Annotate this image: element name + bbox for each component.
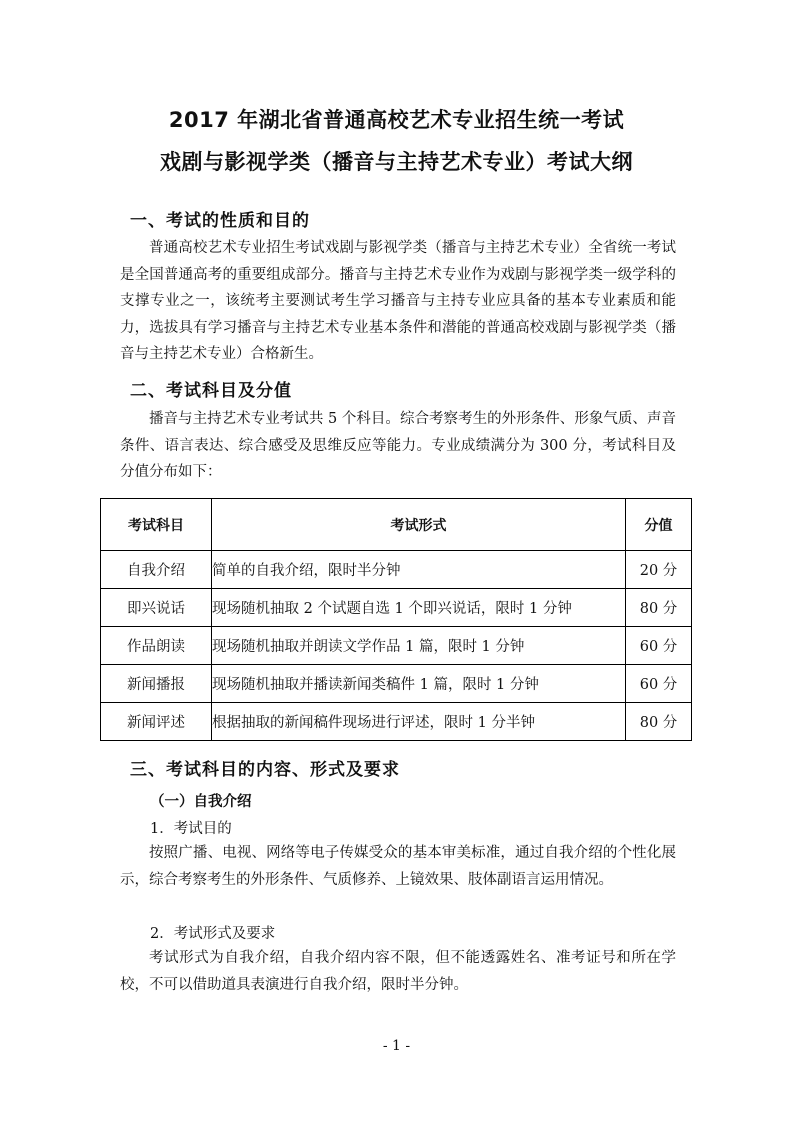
header-score: 分值 xyxy=(626,499,692,551)
cell-format: 现场随机抽取 2 个试题自选 1 个即兴说话，限时 1 分钟 xyxy=(212,589,626,627)
table-row xyxy=(101,589,692,627)
table-row xyxy=(101,665,692,703)
table-row xyxy=(101,551,692,589)
item2-text: 考试形式为自我介绍，自我介绍内容不限，但不能透露姓名、准考证号和所在学校，不可以借助道具表演进行自我介绍，限时半分钟。 xyxy=(120,950,676,993)
cell-score: 60 分 xyxy=(626,627,692,665)
subsection-heading: （一）自我介绍 xyxy=(150,794,252,810)
section3-heading: 三、考试科目的内容、形式及要求 xyxy=(130,760,400,780)
table-row xyxy=(101,627,692,665)
item2-title: 2．考试形式及要求 xyxy=(150,926,276,942)
cell-score: 80 分 xyxy=(626,703,692,741)
section2-heading: 二、考试科目及分值 xyxy=(130,381,292,401)
page-number: - 1 - xyxy=(382,1038,411,1054)
cell-format: 简单的自我介绍，限时半分钟 xyxy=(212,551,626,589)
section1-heading: 一、考试的性质和目的 xyxy=(130,211,310,231)
item1-title: 1．考试目的 xyxy=(150,821,232,837)
scores-table xyxy=(100,498,692,741)
cell-format: 根据抽取的新闻稿件现场进行评述，限时 1 分半钟 xyxy=(212,703,626,741)
table-row xyxy=(101,703,692,741)
item1-text: 按照广播、电视、网络等电子传媒受众的基本审美标准，通过自我介绍的个性化展示，综合考察考生的外形条件、气质修养、上镜效果、肢体副语言运用情况。 xyxy=(120,845,676,888)
table-header-row xyxy=(101,499,692,551)
cell-subject: 自我介绍 xyxy=(101,551,212,589)
cell-score: 80 分 xyxy=(626,589,692,627)
section1-paragraph: 普通高校艺术专业招生考试戏剧与影视学类（播音与主持艺术专业）全省统一考试是全国普通高考的重要组成部分。播音与主持艺术专业作为戏剧与影视学类一级学科的支撑专业之一，该统考主要测试考生学习播音与主持专业应具备的基本专业素质和能力，选拔具有学习播音与主持艺术专业基本条件和潜能的普通高校戏剧与影视学类（播音与主持艺术专业）合格新生。 xyxy=(120,240,676,362)
cell-subject: 新闻播报 xyxy=(101,665,212,703)
doc-title-line1: 2017 年湖北省普通高校艺术专业招生统一考试 xyxy=(168,108,625,132)
doc-title-line2: 戏剧与影视学类（播音与主持艺术专业）考试大纲 xyxy=(160,150,633,174)
cell-subject: 即兴说话 xyxy=(101,589,212,627)
cell-subject: 新闻评述 xyxy=(101,703,212,741)
cell-score: 60 分 xyxy=(626,665,692,703)
cell-score: 20 分 xyxy=(626,551,692,589)
cell-format: 现场随机抽取并朗读文学作品 1 篇，限时 1 分钟 xyxy=(212,627,626,665)
header-subject: 考试科目 xyxy=(101,499,212,551)
cell-format: 现场随机抽取并播读新闻类稿件 1 篇，限时 1 分钟 xyxy=(212,665,626,703)
cell-subject: 作品朗读 xyxy=(101,627,212,665)
section2-paragraph: 播音与主持艺术专业考试共 5 个科目。综合考察考生的外形条件、形象气质、声音条件、语言表达、综合感受及思维反应等能力。专业成绩满分为 300 分，考试科目及分值分布如下： xyxy=(120,411,676,480)
header-format: 考试形式 xyxy=(212,499,626,551)
